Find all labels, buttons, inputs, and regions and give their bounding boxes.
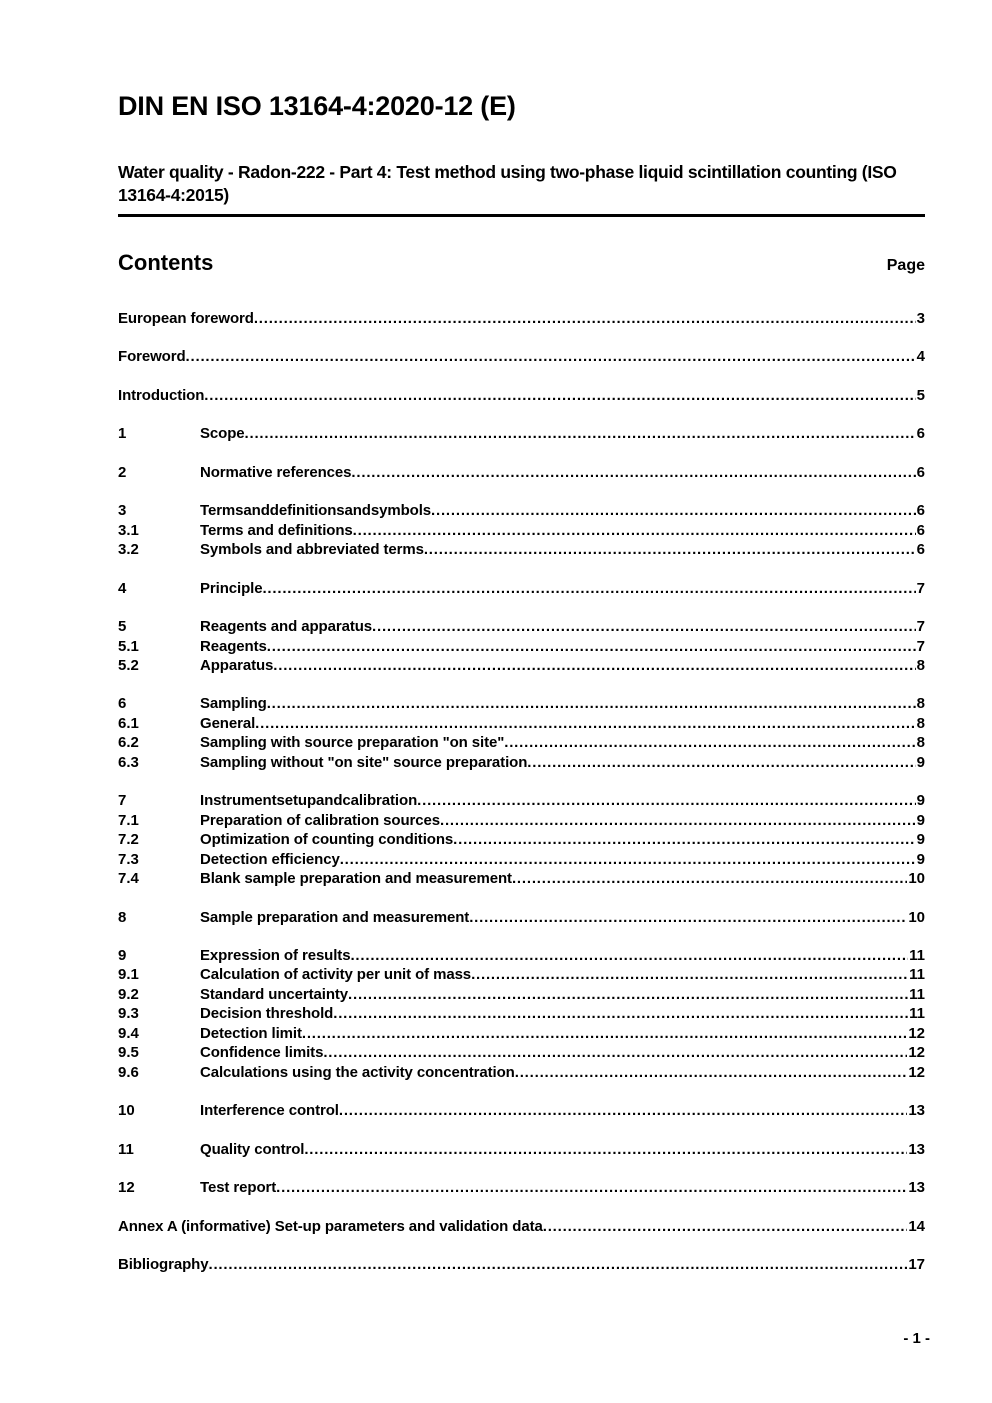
toc-list [118, 309, 925, 1274]
toc-entry [118, 540, 925, 559]
toc-entry-title: Standard uncertainty [200, 985, 349, 1003]
toc-entry-page: 8 [916, 656, 925, 674]
toc-entry-page: 9 [916, 753, 925, 771]
toc-entry [118, 1043, 925, 1062]
toc-dot-leader [350, 946, 908, 965]
toc-group [118, 908, 925, 927]
toc-entry-title: Annex A (informative) Set-up parameters and validation data [118, 1217, 543, 1235]
toc-entry-number: 5 [118, 618, 127, 636]
toc-entry-page: 13 [908, 1102, 925, 1120]
toc-entry [118, 424, 925, 443]
toc-entry-page: 11 [909, 985, 925, 1003]
toc-entry-number: 1 [118, 425, 127, 443]
toc-dot-leader [245, 424, 916, 443]
toc-entry [118, 521, 925, 540]
toc-entry-number: 12 [118, 1179, 135, 1197]
toc-group [118, 424, 925, 443]
toc-entry-page: 13 [908, 1179, 925, 1197]
toc-entry-number: 6.1 [118, 714, 139, 732]
toc-dot-leader [351, 463, 915, 482]
toc-entry-title: Quality control [200, 1140, 305, 1158]
toc-entry-number: 7.2 [118, 831, 139, 849]
toc-entry [118, 850, 925, 869]
toc-entry-number: 6.2 [118, 734, 139, 752]
toc-dot-leader [431, 501, 916, 520]
toc-entry-title: Apparatus [200, 656, 274, 674]
toc-entry [118, 1101, 925, 1120]
toc-entry-page: 9 [916, 831, 925, 849]
toc-entry-title: Preparation of calibration sources [200, 811, 440, 829]
toc-entry-page: 8 [916, 714, 925, 732]
contents-heading: Contents [118, 250, 214, 275]
toc-entry-title: Foreword [118, 348, 186, 366]
toc-entry-number: 9.1 [118, 966, 139, 984]
toc-dot-leader [527, 753, 915, 772]
toc-group [118, 694, 925, 772]
toc-entry-title: Scope [200, 425, 245, 443]
toc-entry-page: 14 [908, 1217, 925, 1235]
toc-entry [118, 965, 925, 984]
toc-entry-title: Test report [200, 1179, 277, 1197]
toc-entry-number: 5.2 [118, 656, 139, 674]
contents-header [118, 250, 925, 276]
toc-entry-title: Symbols and abbreviated terms [200, 541, 424, 559]
toc-entry [118, 347, 925, 366]
toc-group [118, 1178, 925, 1197]
toc-entry [118, 811, 925, 830]
standard-code-heading: DIN EN ISO 13164-4:2020-12 (E) [118, 91, 516, 121]
toc-group [118, 1101, 925, 1120]
toc-entry-page: 12 [908, 1044, 925, 1062]
toc-entry-number: 7 [118, 792, 127, 810]
toc-entry-page: 12 [908, 1063, 925, 1081]
toc-entry-page: 11 [909, 1005, 925, 1023]
toc-entry-title: Reagents and apparatus [200, 618, 373, 636]
toc-entry [118, 617, 925, 636]
toc-group [118, 617, 925, 675]
toc-entry-page: 6 [916, 463, 925, 481]
toc-entry-number: 3.2 [118, 541, 139, 559]
toc-entry-number: 5.1 [118, 637, 139, 655]
toc-dot-leader [204, 386, 915, 405]
toc-dot-leader [469, 908, 907, 927]
toc-entry [118, 463, 925, 482]
toc-entry-title: Detection efficiency [200, 850, 340, 868]
toc-group [118, 1217, 925, 1236]
toc-entry [118, 1178, 925, 1197]
toc-entry-number: 11 [118, 1140, 134, 1158]
toc-dot-leader [276, 1178, 907, 1197]
toc-entry-title: Sampling without "on site" source preparation [200, 753, 528, 771]
toc-entry-page: 11 [909, 946, 925, 964]
toc-entry-title: Reagents [200, 637, 267, 655]
toc-dot-leader [333, 1004, 908, 1023]
toc-dot-leader [339, 1101, 907, 1120]
toc-entry-number: 9.4 [118, 1024, 139, 1042]
footer-page-number: - 1 - [903, 1330, 930, 1347]
toc-entry-page: 6 [916, 502, 925, 520]
toc-entry-page: 6 [916, 521, 925, 539]
toc-dot-leader [262, 579, 915, 598]
toc-entry-number: 7.3 [118, 850, 139, 868]
toc-dot-leader [372, 617, 916, 636]
toc-entry [118, 908, 925, 927]
toc-entry [118, 1140, 925, 1159]
toc-entry-title: Decision threshold [200, 1005, 334, 1023]
toc-group [118, 791, 925, 888]
toc-entry-page: 17 [908, 1255, 925, 1273]
toc-dot-leader [254, 309, 916, 328]
toc-entry-page: 8 [916, 695, 925, 713]
toc-dot-leader [348, 985, 908, 1004]
toc-entry-page: 7 [916, 579, 925, 597]
toc-entry [118, 791, 925, 810]
toc-dot-leader [453, 830, 916, 849]
toc-group [118, 309, 925, 328]
toc-entry-page: 7 [916, 618, 925, 636]
toc-group [118, 579, 925, 598]
toc-group [118, 1255, 925, 1274]
document-title: Water quality - Radon-222 - Part 4: Test method using two-phase liquid scintillation counting (ISO 13164-4:2015) [118, 161, 925, 217]
toc-entry-title: Optimization of counting conditions [200, 831, 454, 849]
toc-entry-title: Sampling with source preparation "on site" [200, 734, 505, 752]
toc-entry [118, 1255, 925, 1274]
toc-dot-leader [267, 637, 916, 656]
toc-group [118, 1140, 925, 1159]
toc-entry-page: 13 [908, 1140, 925, 1158]
toc-entry-number: 3 [118, 502, 127, 520]
toc-entry-title: Sample preparation and measurement [200, 908, 470, 926]
toc-entry [118, 1063, 925, 1082]
toc-entry-title: Calculation of activity per unit of mass [200, 966, 472, 984]
toc-entry-page: 11 [909, 966, 925, 984]
toc-entry-page: 4 [916, 348, 925, 366]
toc-entry [118, 579, 925, 598]
page-column-label: Page [886, 257, 925, 274]
toc-dot-leader [417, 791, 916, 810]
toc-entry [118, 501, 925, 520]
toc-entry-title: Termsanddefinitionsandsymbols [200, 502, 432, 520]
toc-dot-leader [302, 1024, 907, 1043]
toc-entry-number: 9 [118, 946, 127, 964]
toc-dot-leader [255, 714, 915, 733]
toc-entry-number: 4 [118, 579, 127, 597]
toc-entry-number: 9.3 [118, 1005, 139, 1023]
toc-entry-title: Interference control [200, 1102, 339, 1120]
toc-entry-page: 6 [916, 425, 925, 443]
toc-entry-title: Instrumentsetupandcalibration [200, 792, 418, 810]
toc-entry-title: General [200, 714, 256, 732]
toc-group [118, 946, 925, 1082]
toc-entry-page: 12 [908, 1024, 925, 1042]
toc-entry [118, 830, 925, 849]
toc-dot-leader [471, 965, 908, 984]
toc-dot-leader [504, 733, 915, 752]
toc-entry-title: Bibliography [118, 1255, 209, 1273]
toc-entry-number: 10 [118, 1102, 135, 1120]
toc-dot-leader [323, 1043, 907, 1062]
toc-entry [118, 637, 925, 656]
toc-group [118, 501, 925, 559]
toc-entry-number: 2 [118, 463, 127, 481]
toc-entry-page: 3 [916, 310, 925, 327]
toc-entry-page: 6 [916, 541, 925, 559]
toc-entry [118, 985, 925, 1004]
toc-entry-title: Calculations using the activity concentration [200, 1063, 515, 1081]
toc-group [118, 386, 925, 405]
toc-entry [118, 714, 925, 733]
toc-entry-title: Expression of results [200, 946, 351, 964]
toc-dot-leader [440, 811, 916, 830]
toc-entry [118, 753, 925, 772]
toc-dot-leader [273, 656, 915, 675]
toc-dot-leader [353, 521, 916, 540]
toc-entry-number: 6 [118, 695, 127, 713]
toc-entry [118, 1217, 925, 1236]
toc-entry-title: Terms and definitions [200, 521, 353, 539]
toc-entry [118, 1004, 925, 1023]
toc-dot-leader [267, 694, 916, 713]
toc-entry [118, 656, 925, 675]
toc-entry [118, 733, 925, 752]
toc-dot-leader [512, 869, 907, 888]
toc-entry-number: 6.3 [118, 753, 139, 771]
toc-entry [118, 869, 925, 888]
toc-dot-leader [304, 1140, 907, 1159]
toc-entry-title: Sampling [200, 695, 267, 713]
toc-entry-page: 9 [916, 811, 925, 829]
toc-dot-leader [424, 540, 916, 559]
toc-entry-number: 9.2 [118, 985, 139, 1003]
toc-group [118, 347, 925, 366]
toc-group [118, 463, 925, 482]
toc-entry-title: Principle [200, 579, 263, 597]
toc-entry-title: Blank sample preparation and measurement [200, 870, 512, 888]
toc-entry-title: Confidence limits [200, 1044, 324, 1062]
toc-entry-title: Detection limit [200, 1024, 302, 1042]
toc-entry-number: 9.6 [118, 1063, 139, 1081]
toc-dot-leader [543, 1217, 908, 1236]
toc-dot-leader [208, 1255, 907, 1274]
toc-entry-title: Introduction [118, 386, 205, 404]
toc-entry [118, 309, 925, 328]
toc-entry-page: 10 [908, 908, 925, 926]
toc-entry-number: 7.4 [118, 870, 139, 888]
toc-dot-leader [515, 1063, 908, 1082]
toc-entry-page: 9 [916, 850, 925, 868]
toc-entry-number: 3.1 [118, 521, 139, 539]
toc-entry-title: Normative references [200, 463, 352, 481]
toc-entry [118, 694, 925, 713]
toc-entry-number: 8 [118, 908, 127, 926]
toc-entry-title: European foreword [118, 310, 254, 327]
toc-dot-leader [340, 850, 916, 869]
toc-entry [118, 386, 925, 405]
toc-dot-leader [186, 347, 916, 366]
toc-entry-page: 10 [908, 870, 925, 888]
toc-entry-page: 5 [916, 386, 925, 404]
toc-entry-number: 7.1 [118, 811, 139, 829]
toc-entry-number: 9.5 [118, 1044, 139, 1062]
toc-entry-page: 8 [916, 734, 925, 752]
toc-entry-page: 7 [916, 637, 925, 655]
toc-entry [118, 946, 925, 965]
toc-entry [118, 1024, 925, 1043]
toc-entry-page: 9 [916, 792, 925, 810]
